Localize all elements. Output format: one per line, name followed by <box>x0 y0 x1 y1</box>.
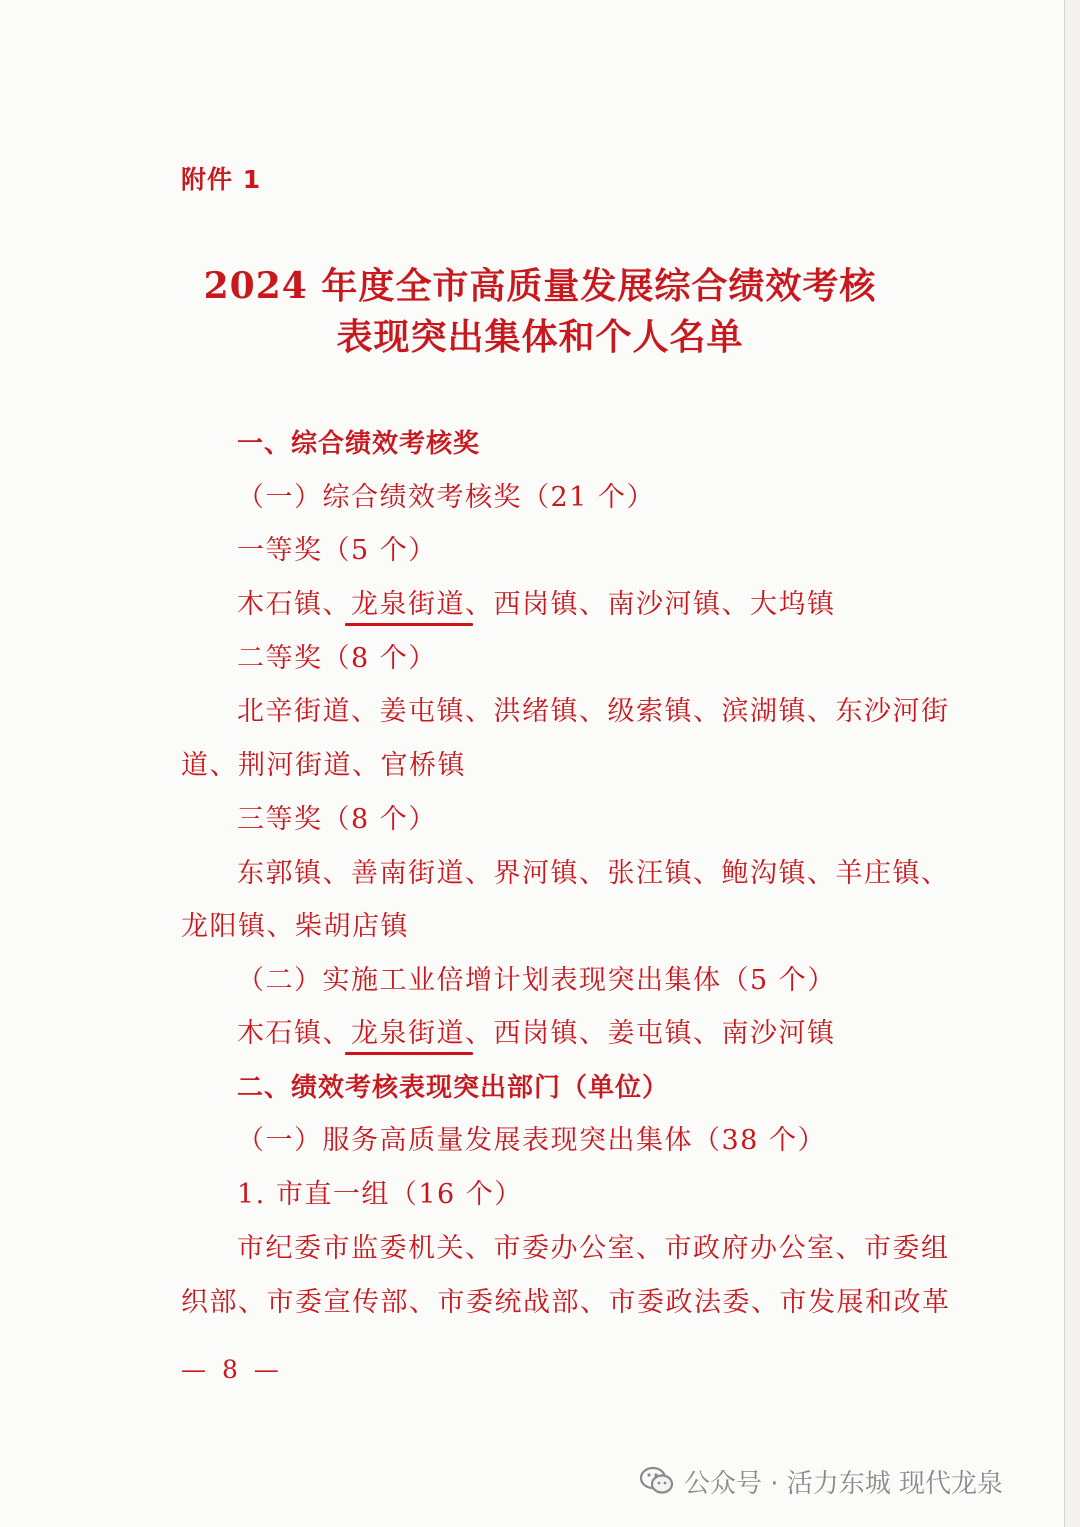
group-heading: 1. 市直一组（16 个） <box>237 1179 523 1210</box>
department-list-line: 织部、市委宣传部、市委统战部、市委政法委、市发展和改革 <box>181 1287 951 1318</box>
wechat-icon <box>640 1466 674 1496</box>
subsection-heading: （一）服务高质量发展表现突出集体（38 个） <box>237 1125 826 1156</box>
award-list-line: 北辛街道、姜屯镇、洪绪镇、级索镇、滨湖镇、东沙河街 <box>237 696 950 727</box>
award-list-line: 道、荆河街道、官桥镇 <box>181 750 466 781</box>
section-heading-1: 一、综合绩效考核奖 <box>237 429 481 459</box>
document-title-line2: 表现突出集体和个人名单 <box>336 316 744 358</box>
watermark-text: 公众号 · 活力东城 现代龙泉 <box>684 1468 1004 1499</box>
subsection-heading: （二）实施工业倍增计划表现突出集体（5 个） <box>237 965 836 996</box>
highlight-underline <box>345 623 473 626</box>
award-tier-heading: 一等奖（5 个） <box>237 535 437 566</box>
department-list-line: 市纪委市监委机关、市委办公室、市政府办公室、市委组 <box>237 1233 950 1264</box>
watermark <box>640 1461 1003 1501</box>
annex-label: 附件 1 <box>181 165 262 194</box>
award-list-line: 木石镇、龙泉街道、西岗镇、姜屯镇、南沙河镇 <box>237 1018 836 1049</box>
award-tier-heading: 二等奖（8 个） <box>237 643 437 674</box>
section-heading-2: 二、绩效考核表现突出部门（单位） <box>237 1073 670 1103</box>
subsection-heading: （一）综合绩效考核奖（21 个） <box>237 482 655 513</box>
highlight-underline <box>345 1052 473 1055</box>
document-title-line1: 2024 年度全市高质量发展综合绩效考核 <box>203 265 877 307</box>
page-number: — 8 — <box>181 1355 283 1384</box>
award-list-line: 东郭镇、善南街道、界河镇、张汪镇、鲍沟镇、羊庄镇、 <box>237 858 950 889</box>
award-list-line: 龙阳镇、柴胡店镇 <box>181 911 409 942</box>
award-list-line: 木石镇、龙泉街道、西岗镇、南沙河镇、大坞镇 <box>237 589 836 620</box>
award-tier-heading: 三等奖（8 个） <box>237 804 437 835</box>
